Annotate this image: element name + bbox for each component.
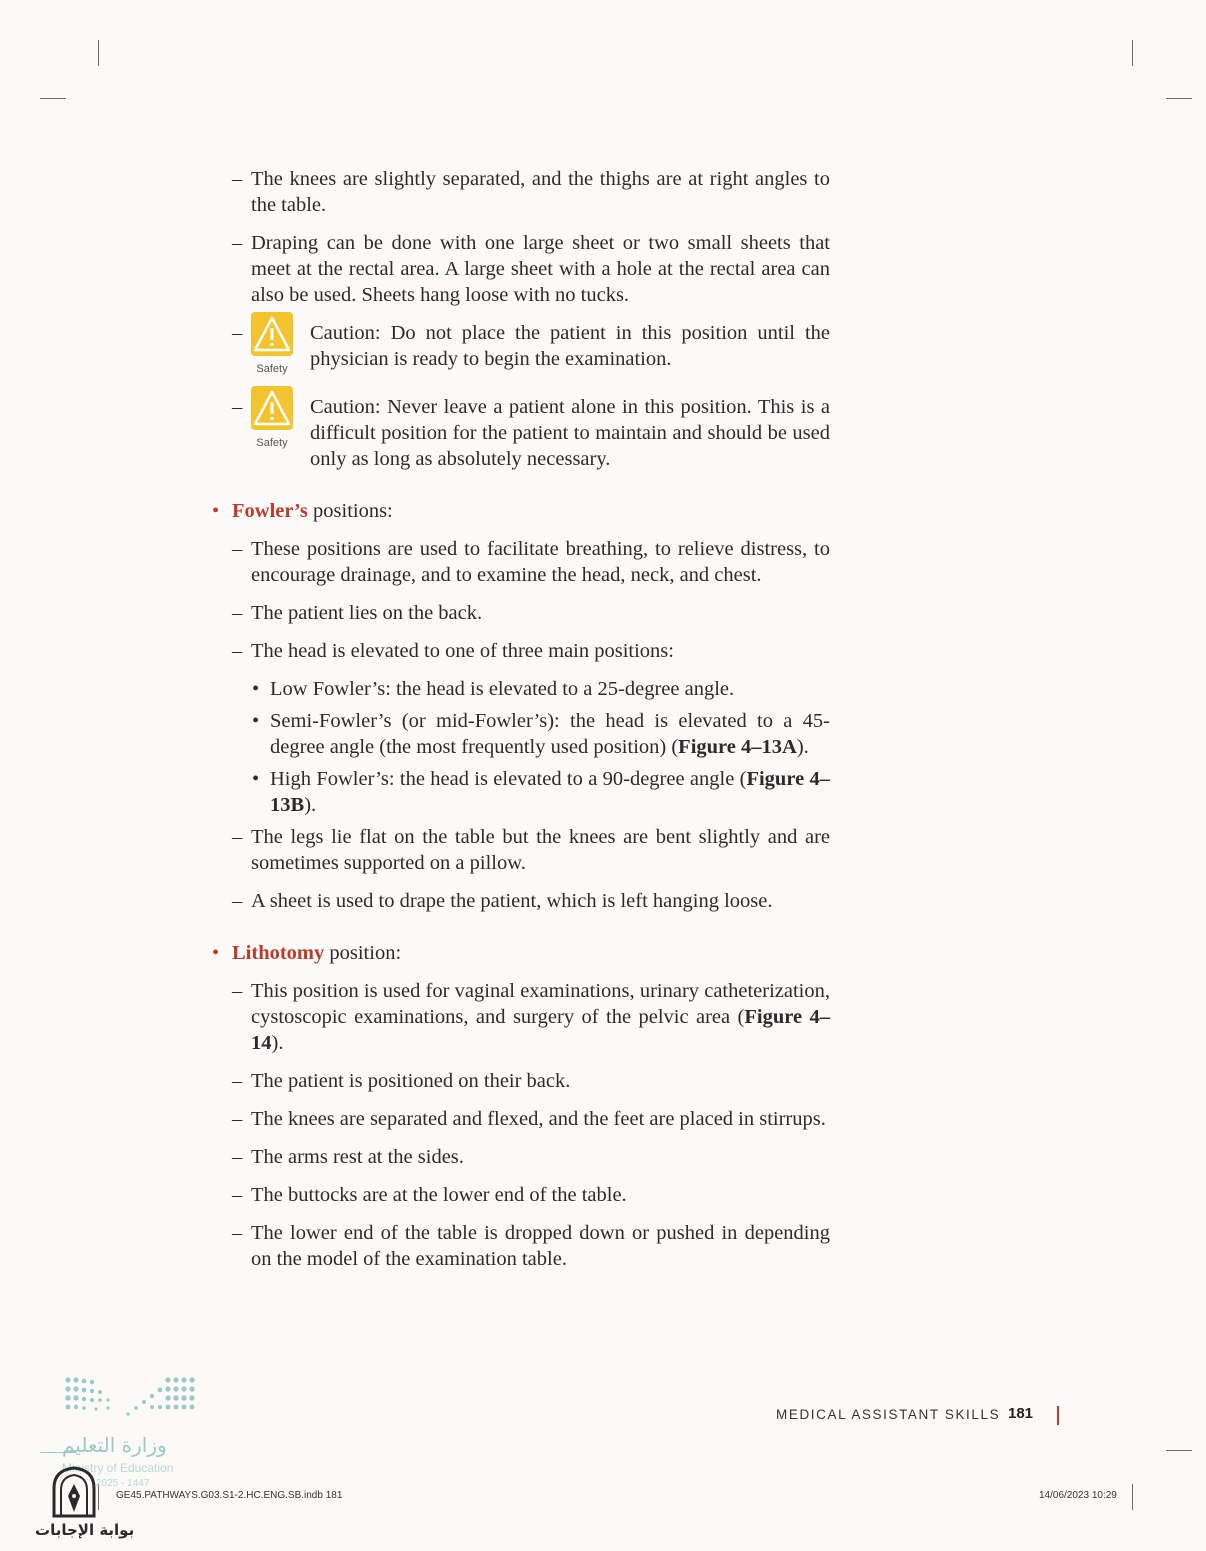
dash-marker: –	[232, 396, 243, 418]
text-run: Draping can be done with one large sheet or two small sheets that meet at the rectal area. A large sheet with a hole at the rectal area can also be used. Sheets hang loose with no tucks.	[251, 232, 830, 306]
key-term: Lithotomy	[232, 942, 325, 964]
ministry-name-english: Ministry of Education	[62, 1461, 174, 1475]
list-item	[212, 1182, 830, 1208]
list-item	[212, 1068, 830, 1094]
text-run: High Fowler’s: the head is elevated to a 90-degree angle (	[270, 768, 747, 790]
text-run: The knees are slightly separated, and the thighs are at right angles to the table.	[251, 168, 830, 216]
page-number: 181	[1008, 1405, 1034, 1422]
text-run: ).	[271, 1032, 284, 1054]
dash-marker: –	[232, 640, 243, 662]
safety-label: Safety	[256, 363, 288, 375]
ministry-logo-dots	[40, 1372, 200, 1422]
safety-badge	[250, 386, 294, 449]
crop-mark	[1132, 40, 1133, 66]
caution-text: Caution: Do not place the patient in this position until the physician is ready to begin the examination.	[310, 322, 830, 370]
text-run: A sheet is used to drape the patient, which is left hanging loose.	[251, 890, 773, 912]
dash-marker: –	[232, 232, 243, 254]
text-run: ).	[796, 736, 809, 758]
dash-marker: –	[232, 826, 243, 848]
footer-divider	[1057, 1406, 1059, 1425]
list-item	[212, 1144, 830, 1170]
running-footer-title: MEDICAL ASSISTANT SKILLS	[776, 1407, 1001, 1422]
list-item	[212, 1220, 830, 1272]
print-slug-file: GE45.PATHWAYS.G03.S1-2.HC.ENG.SB.indb 181	[116, 1490, 343, 1501]
list-item	[212, 978, 830, 1056]
text-run: position:	[324, 942, 402, 964]
bullet-marker: •	[252, 768, 260, 790]
key-term: Fowler’s	[232, 500, 308, 522]
dash-marker: –	[232, 1108, 243, 1130]
crop-mark	[40, 98, 66, 99]
dash-marker: –	[232, 538, 243, 560]
list-item	[212, 536, 830, 588]
sub-list-item	[212, 766, 830, 818]
list-item	[212, 824, 830, 876]
text-run: The legs lie flat on the table but the knees are bent slightly and are sometimes supported on a pillow.	[251, 826, 830, 874]
text-run: The patient lies on the back.	[251, 602, 483, 624]
list-item	[212, 1106, 830, 1132]
safety-label: Safety	[256, 437, 288, 449]
dash-marker: –	[232, 890, 243, 912]
safety-badge	[250, 312, 294, 375]
text-run: The buttocks are at the lower end of the table.	[251, 1184, 627, 1206]
text-run: Low Fowler’s: the head is elevated to a 25-degree angle.	[270, 678, 735, 700]
list-item	[212, 230, 830, 308]
text-run: This position is used for vaginal examinations, urinary catheterization, cystoscopic examinations, and surgery of the pelvic area (	[251, 980, 830, 1028]
crop-mark	[1166, 98, 1192, 99]
ministry-year: 2025 - 1447	[96, 1478, 150, 1489]
sub-list-item	[212, 676, 830, 702]
text-run: positions:	[307, 500, 393, 522]
crop-mark	[98, 40, 99, 66]
dash-marker: –	[232, 322, 243, 344]
bullet-marker: •	[212, 942, 220, 964]
answers-portal-logo-icon	[50, 1466, 98, 1518]
ministry-name-arabic: وزارة التعليم	[62, 1433, 167, 1457]
bullet-marker: •	[252, 678, 260, 700]
dash-marker: –	[232, 168, 243, 190]
crop-mark	[1132, 1484, 1133, 1510]
dash-marker: –	[232, 1146, 243, 1168]
dash-marker: –	[232, 980, 243, 1002]
text-run: Semi-Fowler’s (or mid-Fowler’s): the head is elevated to a 45-degree angle (the most frequently used position) (	[270, 710, 830, 758]
figure-reference: Figure 4–13B	[270, 768, 830, 816]
bullet-marker: •	[212, 500, 220, 522]
list-item	[212, 600, 830, 626]
caution-item	[212, 394, 830, 472]
text-run: These positions are used to facilitate breathing, to relieve distress, to encourage drainage, and to examine the head, neck, and chest.	[251, 538, 830, 586]
text-run: The lower end of the table is dropped down or pushed in depending on the model of the examination table.	[251, 1222, 830, 1270]
section-heading	[212, 498, 830, 524]
dash-marker: –	[232, 1070, 243, 1092]
list-item	[212, 888, 830, 914]
text-run: ).	[304, 794, 317, 816]
print-slug-date: 14/06/2023 10:29	[1039, 1490, 1117, 1501]
dash-marker: –	[232, 602, 243, 624]
safety-warning-icon	[251, 386, 293, 430]
caution-text: Caution: Never leave a patient alone in this position. This is a difficult position for the patient to maintain and should be used only as long as absolutely necessary.	[310, 396, 830, 470]
dash-marker: –	[232, 1184, 243, 1206]
dash-marker: –	[232, 1222, 243, 1244]
caution-item	[212, 320, 830, 384]
bullet-marker: •	[252, 710, 260, 732]
text-run: The head is elevated to one of three main positions:	[251, 640, 674, 662]
answers-portal-label: بوابة الإجابات	[35, 1521, 135, 1539]
text-run: The knees are separated and flexed, and the feet are placed in stirrups.	[251, 1108, 826, 1130]
figure-reference: Figure 4–13A	[678, 736, 797, 758]
text-run: The patient is positioned on their back.	[251, 1070, 571, 1092]
text-run: The arms rest at the sides.	[251, 1146, 464, 1168]
safety-warning-icon	[251, 312, 293, 356]
section-heading	[212, 940, 830, 966]
page-body	[212, 166, 830, 1284]
list-item	[212, 638, 830, 664]
figure-reference: Figure 4–14	[251, 1006, 830, 1054]
sub-list-item	[212, 708, 830, 760]
list-item	[212, 166, 830, 218]
crop-mark	[1166, 1450, 1192, 1451]
